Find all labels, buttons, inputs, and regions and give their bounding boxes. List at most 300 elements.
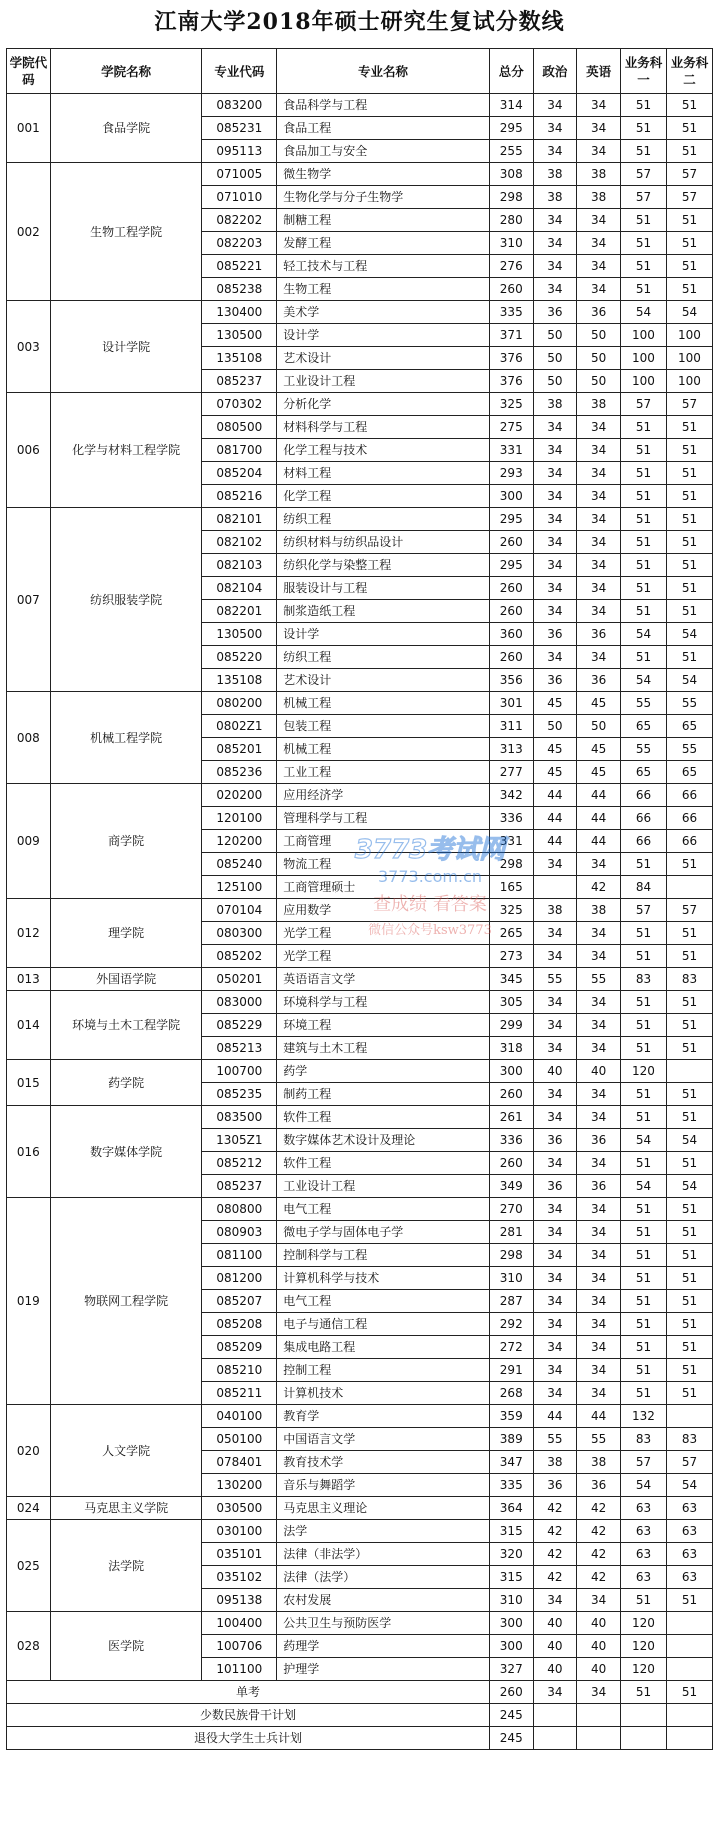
score-subject-1: 51: [620, 1267, 666, 1290]
score-english: 42: [577, 1497, 621, 1520]
score-english: 40: [577, 1658, 621, 1681]
major-code: 078401: [202, 1451, 277, 1474]
major-code: 085201: [202, 738, 277, 761]
score-total: 300: [489, 1635, 533, 1658]
major-code: 085240: [202, 853, 277, 876]
score-politics: 55: [533, 1428, 577, 1451]
college-code: 006: [7, 393, 51, 508]
score-english: 34: [577, 439, 621, 462]
score-subject-2: [666, 1635, 712, 1658]
college-name: 数字媒体学院: [50, 1106, 202, 1198]
score-total: 260: [489, 600, 533, 623]
score-subject-1: 57: [620, 393, 666, 416]
score-politics: [533, 1727, 577, 1750]
major-code: 085209: [202, 1336, 277, 1359]
score-total: 281: [489, 1221, 533, 1244]
score-subject-2: 55: [666, 692, 712, 715]
major-code: 085202: [202, 945, 277, 968]
score-english: 34: [577, 853, 621, 876]
score-english: [577, 1704, 621, 1727]
major-code: 071010: [202, 186, 277, 209]
score-english: 45: [577, 761, 621, 784]
score-english: 34: [577, 991, 621, 1014]
score-politics: 45: [533, 761, 577, 784]
major-name: 纺织工程: [277, 508, 490, 531]
score-subject-2: 100: [666, 347, 712, 370]
score-subject-2: 51: [666, 232, 712, 255]
score-english: 34: [577, 255, 621, 278]
college-code: 024: [7, 1497, 51, 1520]
score-subject-2: 54: [666, 301, 712, 324]
score-total: 320: [489, 1543, 533, 1566]
score-politics: 44: [533, 830, 577, 853]
score-total: 310: [489, 1267, 533, 1290]
score-subject-2: 100: [666, 370, 712, 393]
score-subject-1: 51: [620, 1382, 666, 1405]
college-name: 理学院: [50, 899, 202, 968]
college-name: 化学与材料工程学院: [50, 393, 202, 508]
major-name: 发酵工程: [277, 232, 490, 255]
major-code: 085238: [202, 278, 277, 301]
score-total: 280: [489, 209, 533, 232]
table-row: [7, 393, 713, 416]
score-total: 292: [489, 1313, 533, 1336]
score-subject-2: 54: [666, 1129, 712, 1152]
major-code: 081200: [202, 1267, 277, 1290]
score-subject-1: [620, 1704, 666, 1727]
major-name: 马克思主义理论: [277, 1497, 490, 1520]
major-code: 120200: [202, 830, 277, 853]
score-politics: 38: [533, 163, 577, 186]
score-english: 44: [577, 830, 621, 853]
major-name: 集成电路工程: [277, 1336, 490, 1359]
score-subject-2: [666, 876, 712, 899]
score-english: 42: [577, 1543, 621, 1566]
major-name: 光学工程: [277, 945, 490, 968]
major-code: 082202: [202, 209, 277, 232]
score-subject-2: 51: [666, 255, 712, 278]
score-total: 318: [489, 1037, 533, 1060]
major-name: 环境工程: [277, 1014, 490, 1037]
score-subject-1: 63: [620, 1497, 666, 1520]
score-total: 260: [489, 278, 533, 301]
score-english: 34: [577, 1083, 621, 1106]
score-politics: 34: [533, 1083, 577, 1106]
score-total: 371: [489, 324, 533, 347]
special-row: [7, 1681, 713, 1704]
score-politics: 34: [533, 1221, 577, 1244]
score-subject-1: 51: [620, 1083, 666, 1106]
major-name: 微电子学与固体电子学: [277, 1221, 490, 1244]
major-name: 软件工程: [277, 1152, 490, 1175]
score-total: 327: [489, 1658, 533, 1681]
score-politics: 36: [533, 1129, 577, 1152]
score-subject-2: 54: [666, 623, 712, 646]
score-politics: 50: [533, 370, 577, 393]
special-label: 少数民族骨干计划: [7, 1704, 490, 1727]
major-code: 095113: [202, 140, 277, 163]
score-total: 310: [489, 1589, 533, 1612]
major-name: 食品科学与工程: [277, 94, 490, 117]
score-total: 376: [489, 347, 533, 370]
score-subject-2: 51: [666, 209, 712, 232]
score-subject-1: 120: [620, 1060, 666, 1083]
score-english: 34: [577, 508, 621, 531]
score-total: 261: [489, 1106, 533, 1129]
score-subject-1: 51: [620, 1014, 666, 1037]
score-english: 40: [577, 1612, 621, 1635]
score-politics: 34: [533, 600, 577, 623]
score-politics: 34: [533, 1244, 577, 1267]
score-subject-1: 57: [620, 163, 666, 186]
score-politics: 38: [533, 393, 577, 416]
major-name: 纺织工程: [277, 646, 490, 669]
college-name: 马克思主义学院: [50, 1497, 202, 1520]
score-total: 325: [489, 899, 533, 922]
major-name: 轻工技术与工程: [277, 255, 490, 278]
table-row: [7, 991, 713, 1014]
score-subject-1: 65: [620, 715, 666, 738]
major-name: 数字媒体艺术设计及理论: [277, 1129, 490, 1152]
score-total: 314: [489, 94, 533, 117]
score-total: 315: [489, 1520, 533, 1543]
score-total: 276: [489, 255, 533, 278]
score-total: 305: [489, 991, 533, 1014]
score-subject-1: 51: [620, 1244, 666, 1267]
score-subject-1: 54: [620, 1175, 666, 1198]
major-name: 机械工程: [277, 692, 490, 715]
score-subject-2: 51: [666, 945, 712, 968]
score-total: 311: [489, 715, 533, 738]
college-code: 007: [7, 508, 51, 692]
score-total: 260: [489, 531, 533, 554]
score-subject-2: 51: [666, 1336, 712, 1359]
score-total: 313: [489, 738, 533, 761]
score-english: 34: [577, 1313, 621, 1336]
major-code: 030100: [202, 1520, 277, 1543]
college-name: 生物工程学院: [50, 163, 202, 301]
major-code: 0802Z1: [202, 715, 277, 738]
score-subject-2: 51: [666, 1267, 712, 1290]
score-total: 273: [489, 945, 533, 968]
table-row: [7, 968, 713, 991]
table-row: [7, 1106, 713, 1129]
score-subject-1: 132: [620, 1405, 666, 1428]
watermark-site: 3773.com.cn: [378, 867, 482, 886]
score-total: 336: [489, 807, 533, 830]
watermark-slogan: 查成绩 看答案: [373, 894, 487, 915]
score-total: 255: [489, 140, 533, 163]
major-code: 085212: [202, 1152, 277, 1175]
major-code: 080903: [202, 1221, 277, 1244]
score-total: 260: [489, 577, 533, 600]
watermark-wechat: 微信公众号ksw3773: [368, 923, 492, 938]
score-subject-2: 63: [666, 1543, 712, 1566]
score-total: 293: [489, 462, 533, 485]
score-politics: 34: [533, 554, 577, 577]
score-english: 34: [577, 209, 621, 232]
score-subject-2: 51: [666, 1152, 712, 1175]
score-english: 34: [577, 945, 621, 968]
score-english: 34: [577, 232, 621, 255]
score-subject-2: 51: [666, 577, 712, 600]
score-politics: [533, 876, 577, 899]
score-total: 300: [489, 1612, 533, 1635]
score-subject-1: 51: [620, 1359, 666, 1382]
score-english: 34: [577, 1267, 621, 1290]
college-code: 001: [7, 94, 51, 163]
major-code: 130500: [202, 623, 277, 646]
score-subject-1: 51: [620, 140, 666, 163]
score-politics: 34: [533, 1014, 577, 1037]
score-total: 364: [489, 1497, 533, 1520]
major-code: 100400: [202, 1612, 277, 1635]
major-name: 食品工程: [277, 117, 490, 140]
score-subject-2: 51: [666, 1359, 712, 1382]
college-code: 025: [7, 1520, 51, 1612]
score-politics: 34: [533, 255, 577, 278]
major-code: 085231: [202, 117, 277, 140]
score-total: 245: [489, 1704, 533, 1727]
score-subject-2: 51: [666, 508, 712, 531]
score-subject-1: 51: [620, 1589, 666, 1612]
score-english: 36: [577, 1175, 621, 1198]
score-subject-2: 83: [666, 968, 712, 991]
score-subject-2: 51: [666, 646, 712, 669]
score-english: 55: [577, 1428, 621, 1451]
college-code: 014: [7, 991, 51, 1060]
major-name: 管理科学与工程: [277, 807, 490, 830]
score-english: 34: [577, 1382, 621, 1405]
major-name: 教育技术学: [277, 1451, 490, 1474]
score-subject-1: 51: [620, 531, 666, 554]
score-total: 295: [489, 508, 533, 531]
score-subject-1: 51: [620, 1336, 666, 1359]
major-name: 光学工程: [277, 922, 490, 945]
major-name: 法学: [277, 1520, 490, 1543]
score-english: 36: [577, 1129, 621, 1152]
score-english: 38: [577, 163, 621, 186]
score-english: 44: [577, 784, 621, 807]
score-english: 38: [577, 393, 621, 416]
table-body: [7, 94, 713, 1750]
score-subject-1: 51: [620, 1221, 666, 1244]
score-politics: 34: [533, 646, 577, 669]
score-subject-2: 51: [666, 1313, 712, 1336]
score-english: 45: [577, 692, 621, 715]
score-politics: 55: [533, 968, 577, 991]
major-name: 计算机科学与技术: [277, 1267, 490, 1290]
score-subject-1: 51: [620, 508, 666, 531]
major-code: 080300: [202, 922, 277, 945]
score-subject-2: 51: [666, 1382, 712, 1405]
score-subject-2: 51: [666, 991, 712, 1014]
major-name: 农村发展: [277, 1589, 490, 1612]
major-name: 电子与通信工程: [277, 1313, 490, 1336]
table-row: [7, 784, 713, 807]
score-english: 38: [577, 1451, 621, 1474]
score-english: 34: [577, 485, 621, 508]
score-total: 347: [489, 1451, 533, 1474]
score-politics: 50: [533, 715, 577, 738]
score-subject-1: 55: [620, 738, 666, 761]
score-english: 34: [577, 1152, 621, 1175]
score-total: 295: [489, 554, 533, 577]
score-subject-1: 100: [620, 347, 666, 370]
table-row: [7, 1405, 713, 1428]
score-politics: 34: [533, 1037, 577, 1060]
major-name: 材料科学与工程: [277, 416, 490, 439]
score-subject-1: 100: [620, 324, 666, 347]
score-total: 268: [489, 1382, 533, 1405]
score-politics: 34: [533, 94, 577, 117]
major-code: 130200: [202, 1474, 277, 1497]
score-politics: 34: [533, 462, 577, 485]
score-subject-1: 51: [620, 945, 666, 968]
score-subject-1: 51: [620, 1290, 666, 1313]
score-politics: 34: [533, 209, 577, 232]
major-code: 071005: [202, 163, 277, 186]
header-total: 总分: [489, 49, 533, 94]
score-subject-1: 65: [620, 761, 666, 784]
major-name: 化学工程与技术: [277, 439, 490, 462]
table-row: [7, 1612, 713, 1635]
score-subject-1: 51: [620, 209, 666, 232]
score-politics: 40: [533, 1635, 577, 1658]
major-code: 080200: [202, 692, 277, 715]
table-row: [7, 94, 713, 117]
major-code: 085216: [202, 485, 277, 508]
score-english: 34: [577, 1037, 621, 1060]
score-subject-2: [666, 1060, 712, 1083]
major-name: 控制科学与工程: [277, 1244, 490, 1267]
score-subject-2: 51: [666, 922, 712, 945]
score-politics: 34: [533, 1359, 577, 1382]
major-code: 085220: [202, 646, 277, 669]
score-subject-1: 51: [620, 232, 666, 255]
major-name: 工业设计工程: [277, 1175, 490, 1198]
major-name: 生物工程: [277, 278, 490, 301]
score-english: 34: [577, 94, 621, 117]
major-code: 100706: [202, 1635, 277, 1658]
score-subject-1: 51: [620, 922, 666, 945]
score-politics: 34: [533, 1290, 577, 1313]
score-total: 265: [489, 922, 533, 945]
score-subject-2: 100: [666, 324, 712, 347]
score-total: 335: [489, 1474, 533, 1497]
major-code: 130500: [202, 324, 277, 347]
score-total: 277: [489, 761, 533, 784]
score-total: 336: [489, 1129, 533, 1152]
score-politics: 34: [533, 1589, 577, 1612]
score-english: 34: [577, 278, 621, 301]
score-subject-2: 51: [666, 1589, 712, 1612]
major-name: 软件工程: [277, 1106, 490, 1129]
score-table: [6, 48, 713, 1750]
header-row: [7, 49, 713, 94]
major-code: 085211: [202, 1382, 277, 1405]
major-name: 美术学: [277, 301, 490, 324]
score-total: 301: [489, 692, 533, 715]
major-code: 081100: [202, 1244, 277, 1267]
major-code: 070104: [202, 899, 277, 922]
major-code: 082102: [202, 531, 277, 554]
score-politics: 42: [533, 1543, 577, 1566]
score-subject-1: 51: [620, 416, 666, 439]
score-total: 287: [489, 1290, 533, 1313]
score-subject-1: 66: [620, 784, 666, 807]
score-english: 38: [577, 899, 621, 922]
college-code: 028: [7, 1612, 51, 1681]
major-code: 085207: [202, 1290, 277, 1313]
college-code: 016: [7, 1106, 51, 1198]
college-code: 019: [7, 1198, 51, 1405]
score-subject-2: 51: [666, 1037, 712, 1060]
score-english: 50: [577, 370, 621, 393]
page-title: 江南大学2018年硕士研究生复试分数线: [154, 9, 565, 35]
score-politics: 34: [533, 1336, 577, 1359]
score-subject-1: 54: [620, 669, 666, 692]
score-subject-1: 51: [620, 485, 666, 508]
score-subject-2: 51: [666, 1290, 712, 1313]
score-subject-2: 51: [666, 1106, 712, 1129]
score-subject-1: 54: [620, 623, 666, 646]
major-name: 工业工程: [277, 761, 490, 784]
score-subject-2: 51: [666, 600, 712, 623]
major-name: 教育学: [277, 1405, 490, 1428]
score-subject-2: 51: [666, 462, 712, 485]
score-subject-2: 51: [666, 1083, 712, 1106]
score-subject-2: 51: [666, 554, 712, 577]
major-code: 020200: [202, 784, 277, 807]
major-name: 纺织化学与染整工程: [277, 554, 490, 577]
major-code: 130400: [202, 301, 277, 324]
major-code: 085229: [202, 1014, 277, 1037]
major-name: 应用数学: [277, 899, 490, 922]
score-subject-1: 54: [620, 1129, 666, 1152]
score-english: 50: [577, 347, 621, 370]
header-politics: 政治: [533, 49, 577, 94]
score-subject-2: 66: [666, 784, 712, 807]
score-total: 260: [489, 1681, 533, 1704]
major-code: 082103: [202, 554, 277, 577]
score-subject-1: 51: [620, 1198, 666, 1221]
score-english: 34: [577, 117, 621, 140]
score-subject-2: [666, 1658, 712, 1681]
score-subject-1: 51: [620, 1152, 666, 1175]
major-name: 设计学: [277, 623, 490, 646]
score-subject-1: [620, 1727, 666, 1750]
major-code: 083000: [202, 991, 277, 1014]
major-code: 085221: [202, 255, 277, 278]
major-code: 085213: [202, 1037, 277, 1060]
score-english: 34: [577, 554, 621, 577]
score-subject-2: 57: [666, 393, 712, 416]
score-subject-2: 51: [666, 485, 712, 508]
score-total: 310: [489, 232, 533, 255]
major-code: 085235: [202, 1083, 277, 1106]
score-english: 50: [577, 715, 621, 738]
major-name: 物流工程: [277, 853, 490, 876]
watermark-logo-text: 3773考试网: [354, 835, 506, 865]
score-subject-1: 51: [620, 94, 666, 117]
college-code: 015: [7, 1060, 51, 1106]
major-code: 040100: [202, 1405, 277, 1428]
score-subject-1: 57: [620, 899, 666, 922]
score-total: 270: [489, 1198, 533, 1221]
score-english: 34: [577, 1589, 621, 1612]
major-code: 050201: [202, 968, 277, 991]
